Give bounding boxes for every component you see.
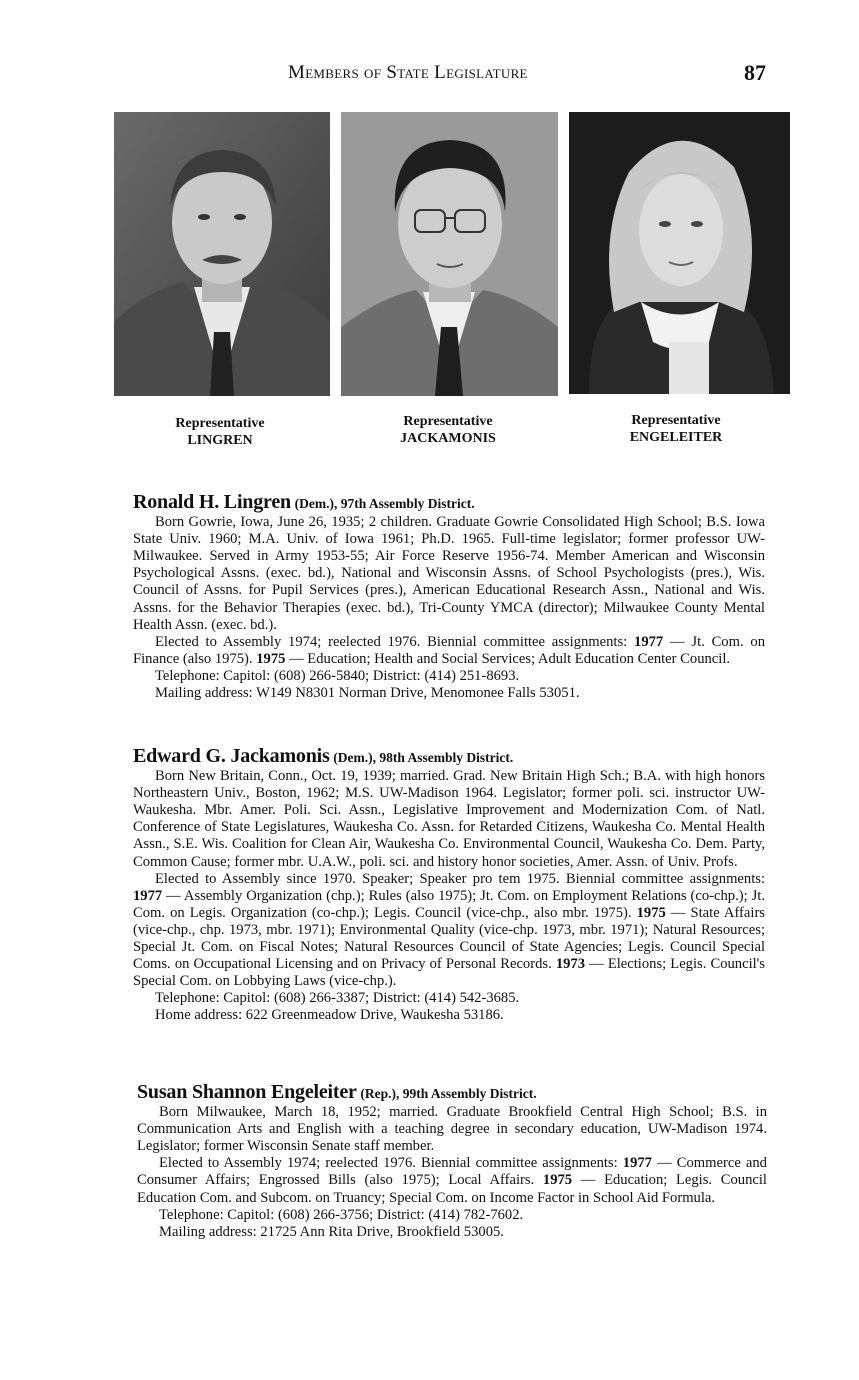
caption-jackamonis [348, 413, 548, 447]
caption-engeleiter [576, 412, 776, 446]
bio-heading [133, 745, 765, 767]
caption-role: Representative [175, 416, 265, 431]
elected-text: Elected to Assembly 1974; reelected 1976. Biennial committee assignments: [159, 1155, 618, 1172]
session-year: 1973 [555, 956, 586, 973]
caption-surname: LINGREN [187, 433, 253, 448]
bio-background: Born New Britain, Conn., Oct. 19, 1939; married. Grad. New Britain High Sch.; B.A. with high honors Northeastern Univ., Boston, 1962; M.S. UW-Madison 1964. Legislator; former poli. sci. instructor UW-Waukesha. Mbr. Amer. Poli. Sci. Assn., Legislative Improvement and Modernization Com. of Natl. Conference of State Legislatures, Waukesha Co. Assn. for Retarded Citizens, Waukesha Co. Mental Health Assn., S.E. Wis. Coalition for Clean Air, Waukesha Co. Environmental Council, Waukesha Co. Dem. Party, Common Cause; former mbr. U.A.W., poli. sci. and history honor societies, Amer. Assn. of Univ. Profs. [133, 768, 765, 870]
bio-address: Mailing address: 21725 Ann Rita Drive, Brookfield 53005. [159, 1223, 504, 1240]
bio-heading [133, 491, 765, 513]
bio-address: Home address: 622 Greenmeadow Drive, Waukesha 53186. [155, 1007, 504, 1024]
committee-text: — Elections; Legis. Council's Special Com. on Lobbying Laws (vice-chp.). [133, 956, 765, 990]
elected-text: Elected to Assembly since 1970. Speaker; Speaker pro tem 1975. Biennial committee assignments: [155, 870, 765, 887]
committee-text: — Education; Health and Social Services; Adult Education Center Council. [289, 650, 731, 667]
session-year: 1977 [133, 887, 163, 904]
bio-elected [137, 1155, 767, 1206]
party-affiliation: (Rep.) [360, 1086, 396, 1101]
session-year: 1977 [634, 633, 664, 650]
assembly-district: , 98th Assembly District. [372, 750, 514, 765]
bio-background: Born Gowrie, Iowa, June 26, 1935; 2 children. Graduate Gowrie Consolidated High School; B.S. Iowa State Univ. 1960; M.A. Univ. of Iowa 1961; Ph.D. 1965. Full-time legislator; former professor UW-Milwaukee. Served in Army 1953-55; Air Force Reserve 1956-74. Member American and Wisconsin Psychological Assns. (exec. bd.), National and Wisconsin Assns. of School Psychologists (pres.), Wis. Council of Assns. for Pupil Services (pres.), American Educational Research Assn., National and Wis. Assns. for the Behavior Therapies (exec. bd.), Tri-County YMCA (director); Milwaukee County Mental Health Assn. (exec. bd.). [133, 514, 765, 633]
committee-text: — Education; Legis. Council Education Com. and Subcom. on Truancy; Special Com. on Income Factor in School Aid Formula. [137, 1172, 767, 1206]
committee-text: — Commerce and Consumer Affairs; Engrossed Bills (also 1975); Local Affairs. [137, 1155, 767, 1189]
elected-text: Elected to Assembly 1974; reelected 1976. Biennial committee assignments: [155, 633, 628, 650]
portrait-photo-jackamonis [341, 112, 558, 396]
bio-lingren [133, 491, 765, 702]
bio-engeleiter [137, 1081, 767, 1241]
committee-text: — Jt. Com. on Finance (also 1975). [133, 633, 765, 667]
member-name: Edward G. Jackamonis [133, 745, 330, 767]
assembly-district: , 97th Assembly District. [333, 496, 475, 511]
committee-text: — Assembly Organization (chp.); Rules (also 1975); Jt. Com. on Employment Relations (co-chp.); Jt. Com. on Legis. Organization (co-chp.); Legis. Council (vice-chp., also mbr. 1975). [133, 887, 765, 921]
caption-role: Representative [403, 414, 493, 429]
bio-elected [133, 634, 765, 668]
bio-telephone: Telephone: Capitol: (608) 266-3756; District: (414) 782-7602. [159, 1206, 524, 1223]
session-year: 1977 [622, 1155, 652, 1172]
party-affiliation: (Dem.) [294, 496, 334, 511]
bio-telephone: Telephone: Capitol: (608) 266-3387; District: (414) 542-3685. [155, 990, 520, 1007]
bio-jackamonis [133, 745, 765, 1025]
caption-role: Representative [631, 413, 721, 428]
member-name: Susan Shannon Engeleiter [137, 1081, 357, 1103]
session-year: 1975 [636, 904, 666, 921]
caption-surname: JACKAMONIS [400, 431, 496, 446]
page-number: 87 [744, 60, 766, 85]
member-name: Ronald H. Lingren [133, 491, 291, 513]
running-head-title: Members of State Legislature [288, 62, 528, 83]
portrait-photo-engeleiter [569, 112, 790, 394]
assembly-district: , 99th Assembly District. [396, 1086, 537, 1101]
bio-telephone: Telephone: Capitol: (608) 266-5840; District: (414) 251-8693. [155, 667, 520, 684]
committee-text: — State Affairs (vice-chp., chp. 1973, mbr. 1971); Environmental Quality (vice-chp. 1973, mbr. 1971); Natural Resources; Special Jt. Com. on Fiscal Notes; Natural Resources Council of State Agencies; Legis. Council Special Coms. on Occupational Licensing and on Privacy of Personal Records. [133, 904, 765, 973]
bio-background: Born Milwaukee, March 18, 1952; married. Graduate Brookfield Central High School; B.S. in Communication Arts and English with a teaching degree in secondary education, UW-Madison 1974. Legislator; former Wisconsin Senate staff member. [137, 1104, 767, 1155]
bio-heading [137, 1081, 767, 1103]
session-year: 1975 [256, 650, 286, 667]
caption-lingren [120, 415, 320, 449]
bio-address: Mailing address: W149 N8301 Norman Drive, Menomonee Falls 53051. [155, 685, 580, 702]
portrait-photo-lingren [114, 112, 330, 396]
party-affiliation: (Dem.) [333, 750, 373, 765]
bio-elected [133, 871, 765, 991]
caption-surname: ENGELEITER [629, 430, 723, 445]
session-year: 1975 [542, 1172, 573, 1189]
